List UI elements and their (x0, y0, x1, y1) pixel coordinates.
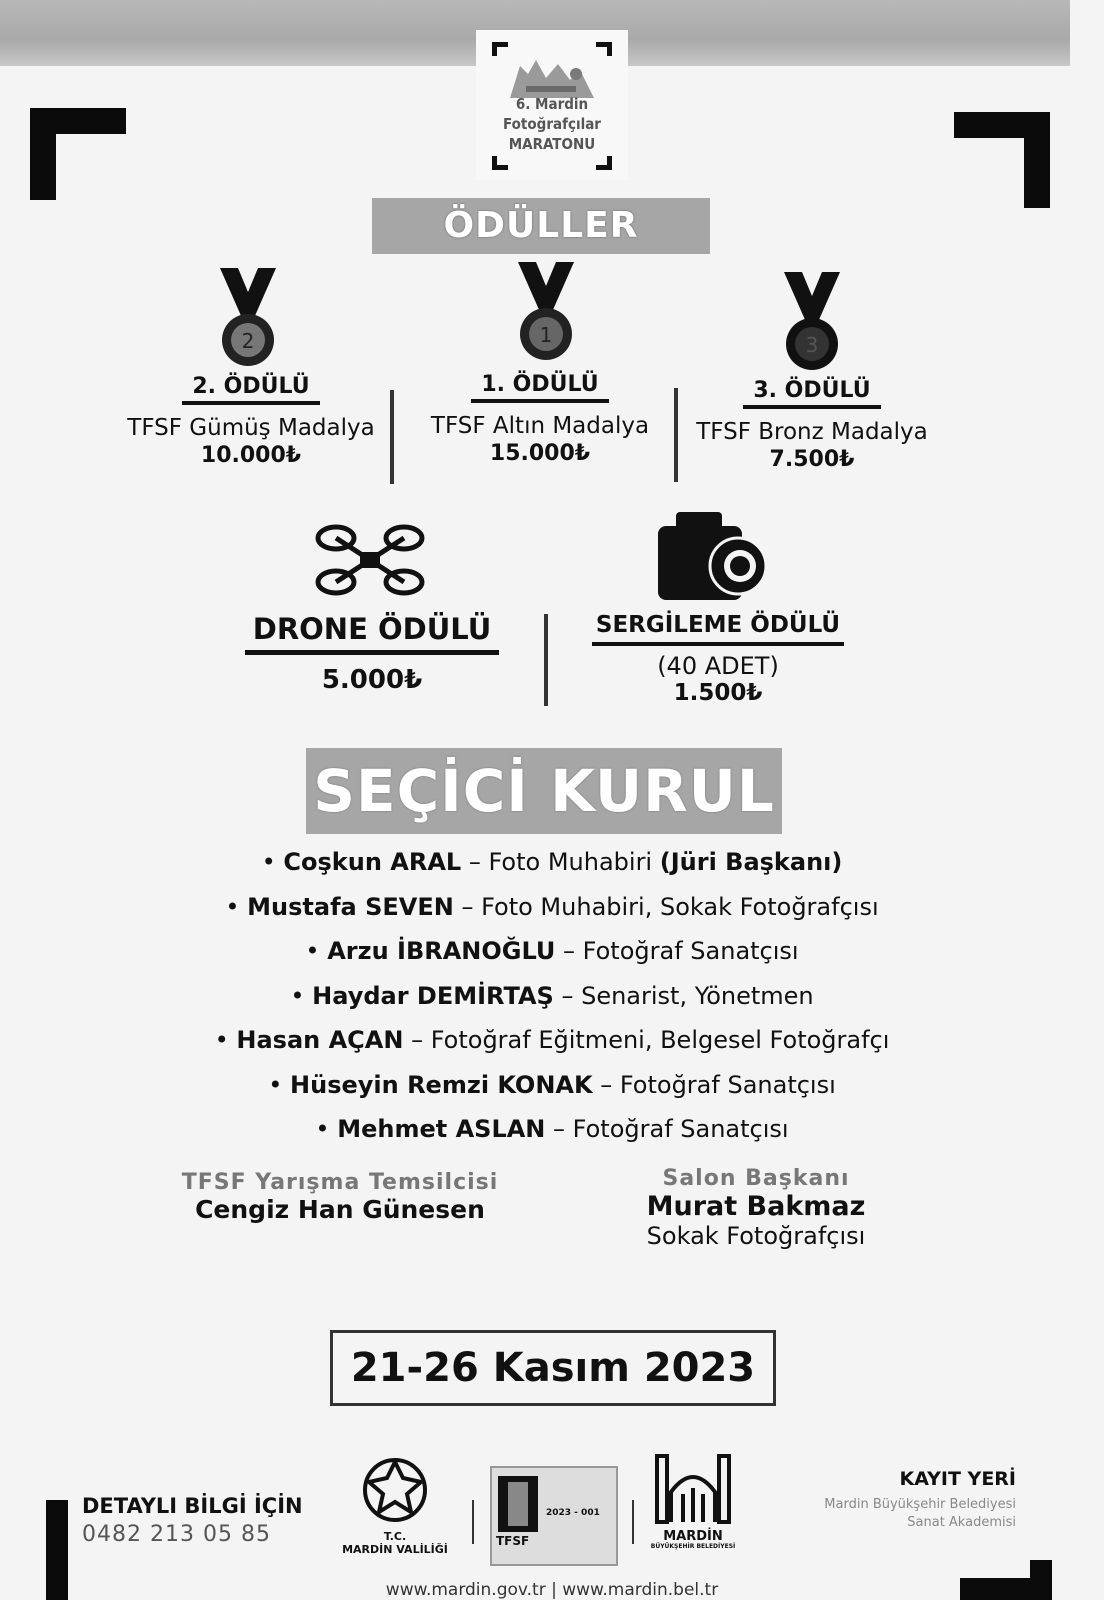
jury-name: Hasan AÇAN (236, 1026, 404, 1054)
representative-name: Cengiz Han Günesen (195, 1195, 485, 1224)
jury-role: Fotoğraf Sanatçısı (572, 1115, 789, 1143)
prize-title: 1. ÖDÜLÜ (471, 372, 608, 403)
tfsf-logo (490, 1466, 618, 1566)
jury-name: Haydar DEMİRTAŞ (312, 981, 554, 1010)
film-strip-icon (498, 1476, 538, 1532)
jury-role: Foto Muhabiri (488, 848, 653, 876)
jury-extra: (Jüri Başkanı) (659, 848, 843, 876)
second-prize (110, 374, 392, 468)
first-prize (410, 372, 670, 466)
divider (472, 1500, 474, 1544)
prize-title: 3. ÖDÜLÜ (743, 378, 880, 409)
logo-line1: 6. Mardin (515, 95, 589, 113)
corner-top-right (954, 112, 1050, 208)
bronze-medal-icon (780, 270, 844, 374)
jury-role: Senarist, Yönetmen (581, 981, 814, 1010)
registration-info (760, 1468, 1016, 1532)
mardin-sub: BÜYÜKŞEHİR BELEDİYESİ (650, 1543, 736, 1550)
prize-description: TFSF Bronz Madalya (696, 419, 928, 445)
prize-amount: 10.000₺ (200, 443, 302, 468)
jury-name: Mustafa SEVEN (247, 892, 454, 921)
drone-award-amount: 5.000₺ (321, 665, 423, 695)
jury-name: Coşkun ARAL (283, 848, 462, 876)
marathon-logo (476, 30, 628, 180)
medal-number: 3 (805, 333, 819, 357)
jury-role: Fotoğraf Sanatçısı (619, 1070, 836, 1099)
drone-award (244, 612, 500, 695)
prize-description: TFSF Gümüş Madalya (127, 415, 375, 441)
jury-member: • Mehmet ASLAN – Fotoğraf Sanatçısı (315, 1115, 789, 1143)
contact-label: DETAYLI BİLGİ İÇİN (82, 1494, 303, 1518)
tfsf-representative (150, 1170, 530, 1224)
jury-member: • Coşkun ARAL – Foto Muhabiri (Jüri Başkanı) (261, 848, 843, 876)
salon-chair (606, 1166, 906, 1250)
valilik-line1: T.C. (383, 1530, 407, 1543)
jury-member: • Mustafa SEVEN – Foto Muhabiri, Sokak Fotoğrafçısı (225, 892, 879, 921)
drone-award-title: DRONE ÖDÜLÜ (245, 612, 500, 655)
footer-websites[interactable]: www.mardin.gov.tr | www.mardin.bel.tr (385, 1580, 719, 1600)
third-prize (682, 378, 942, 472)
divider (390, 390, 394, 484)
jury-member: • Hasan AÇAN – Fotoğraf Eğitmeni, Belgesel Fotoğrafçı (214, 1026, 890, 1054)
divider (632, 1500, 634, 1544)
mosque-emblem-icon (653, 1452, 733, 1526)
event-date: 21-26 Kasım 2023 (330, 1330, 776, 1406)
logo-line3: MARATONU (508, 135, 596, 153)
tfsf-name: TFSF (496, 1534, 530, 1548)
valilik-line2: MARDİN VALİLİĞİ (342, 1543, 448, 1556)
mardin-valiligi-logo (336, 1454, 454, 1556)
contact-info (82, 1494, 303, 1547)
registration-line1: Mardin Büyükşehir Belediyesi (824, 1497, 1016, 1512)
prize-amount: 15.000₺ (489, 441, 591, 466)
jury-role: Fotoğraf Sanatçısı (582, 937, 799, 965)
awards-heading: ÖDÜLLER (372, 198, 710, 254)
prize-title: 2. ÖDÜLÜ (182, 374, 319, 405)
jury-member: • Haydar DEMİRTAŞ – Senarist, Yönetmen (290, 981, 814, 1010)
logo-line2: Fotoğrafçılar (503, 115, 601, 133)
representative-label: TFSF Yarışma Temsilcisi (181, 1170, 499, 1195)
salon-chair-name: Murat Bakmaz (646, 1191, 866, 1222)
divider (544, 614, 548, 706)
jury-name: Mehmet ASLAN (337, 1115, 546, 1143)
drone-icon (312, 520, 428, 600)
medal-number: 1 (539, 323, 553, 347)
exhibition-award (588, 612, 848, 706)
silver-medal-icon (216, 266, 280, 370)
jury-heading: SEÇİCİ KURUL (306, 748, 782, 834)
tfsf-code: 2023 - 001 (546, 1508, 600, 1518)
jury-name: Hüseyin Remzi KONAK (290, 1070, 593, 1099)
jury-member: • Arzu İBRANOĞLU – Fotoğraf Sanatçısı (305, 937, 799, 965)
registration-line2: Sanat Akademisi (907, 1515, 1016, 1530)
exhibition-award-title: SERGİLEME ÖDÜLÜ (592, 612, 844, 646)
corner-top-left (30, 108, 126, 200)
salon-chair-title: Sokak Fotoğrafçısı (646, 1222, 866, 1250)
jury-list (0, 840, 1104, 1152)
valilik-emblem-icon (359, 1454, 431, 1526)
jury-member: • Hüseyin Remzi KONAK – Fotoğraf Sanatçısı (268, 1070, 836, 1099)
gold-medal-icon (514, 260, 578, 364)
prize-amount: 7.500₺ (769, 447, 855, 472)
camera-icon (654, 508, 770, 604)
mardin-name: MARDİN (663, 1529, 723, 1544)
contact-phone[interactable]: 0482 213 05 85 (82, 1522, 271, 1547)
salon-chair-label: Salon Başkanı (662, 1166, 850, 1191)
medal-number: 2 (241, 329, 255, 353)
jury-role: Fotoğraf Eğitmeni, Belgesel Fotoğrafçı (430, 1026, 890, 1054)
exhibition-award-amount: 1.500₺ (673, 680, 763, 706)
exhibition-count: (40 ADET) (657, 652, 779, 680)
jury-role: Foto Muhabiri, Sokak Fotoğrafçısı (481, 892, 879, 921)
divider (674, 388, 678, 482)
jury-name: Arzu İBRANOĞLU (327, 937, 556, 965)
mardin-belediye-logo (648, 1452, 738, 1551)
prize-description: TFSF Altın Madalya (430, 413, 650, 439)
registration-label: KAYIT YERİ (899, 1468, 1016, 1490)
